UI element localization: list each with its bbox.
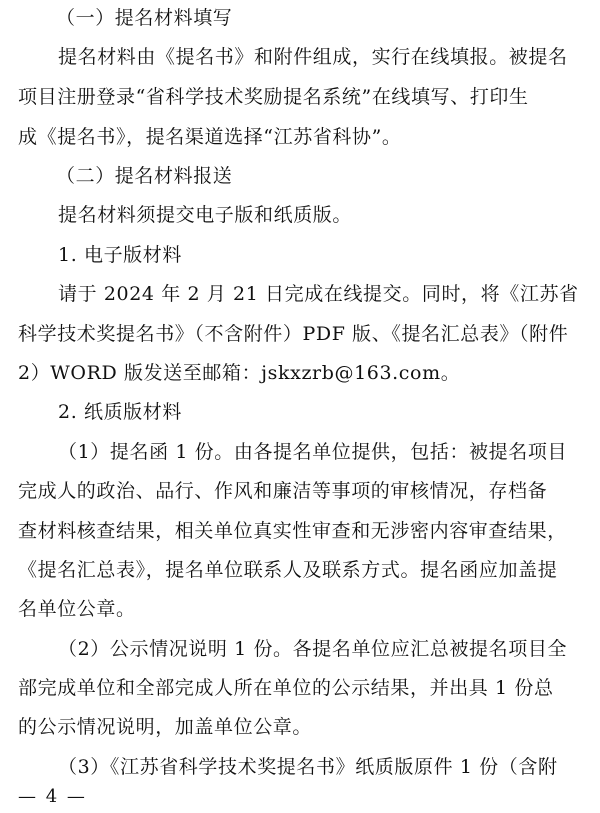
page-number: — 4 — <box>18 786 87 807</box>
paragraph-line: 查材料核查结果，相关单位真实性审查和无涉密内容审查结果， <box>18 520 567 542</box>
paragraph-line: 请于 2024 年 2 月 21 日完成在线提交。同时，将《江苏省 <box>58 283 579 305</box>
paragraph-line: 的公示情况说明，加盖单位公章。 <box>18 716 313 738</box>
subheading-paper: 2. 纸质版材料 <box>58 401 182 423</box>
subheading-electronic: 1. 电子版材料 <box>58 244 182 266</box>
paragraph-line: 科学技术奖提名书》（不含附件）PDF 版、《提名汇总表》（附件 <box>18 323 569 345</box>
paragraph-line: 完成人的政治、品行、作风和廉洁等事项的审核情况，存档备 <box>18 480 548 502</box>
heading-section-1: （一）提名材料填写 <box>56 7 233 29</box>
paragraph-line: 部完成单位和全部完成人所在单位的公示结果，并出具 1 份总 <box>18 677 554 699</box>
paragraph-line: 《提名汇总表》，提名单位联系人及联系方式。提名函应加盖提 <box>18 559 558 581</box>
paragraph-line: 名单位公章。 <box>18 598 136 620</box>
heading-section-2: （二）提名材料报送 <box>56 165 233 187</box>
paragraph-line: （1）提名函 1 份。由各提名单位提供，包括：被提名项目 <box>58 441 568 463</box>
paragraph-line: 2）WORD 版发送至邮箱：jskxzrb@163.com。 <box>18 362 461 384</box>
paragraph-line: 成《提名书》，提名渠道选择“江苏省科协”。 <box>18 126 402 148</box>
paragraph-line: （2）公示情况说明 1 份。各提名单位应汇总被提名项目全 <box>58 638 568 660</box>
paragraph-line: 项目注册登录“省科学技术奖励提名系统”在线填写、打印生 <box>18 86 529 108</box>
paragraph-line: 提名材料须提交电子版和纸质版。 <box>58 204 353 226</box>
paragraph-line: （3）《江苏省科学技术奖提名书》纸质版原件 1 份（含附 <box>58 756 558 778</box>
paragraph-line: 提名材料由《提名书》和附件组成，实行在线填报。被提名 <box>58 46 568 68</box>
